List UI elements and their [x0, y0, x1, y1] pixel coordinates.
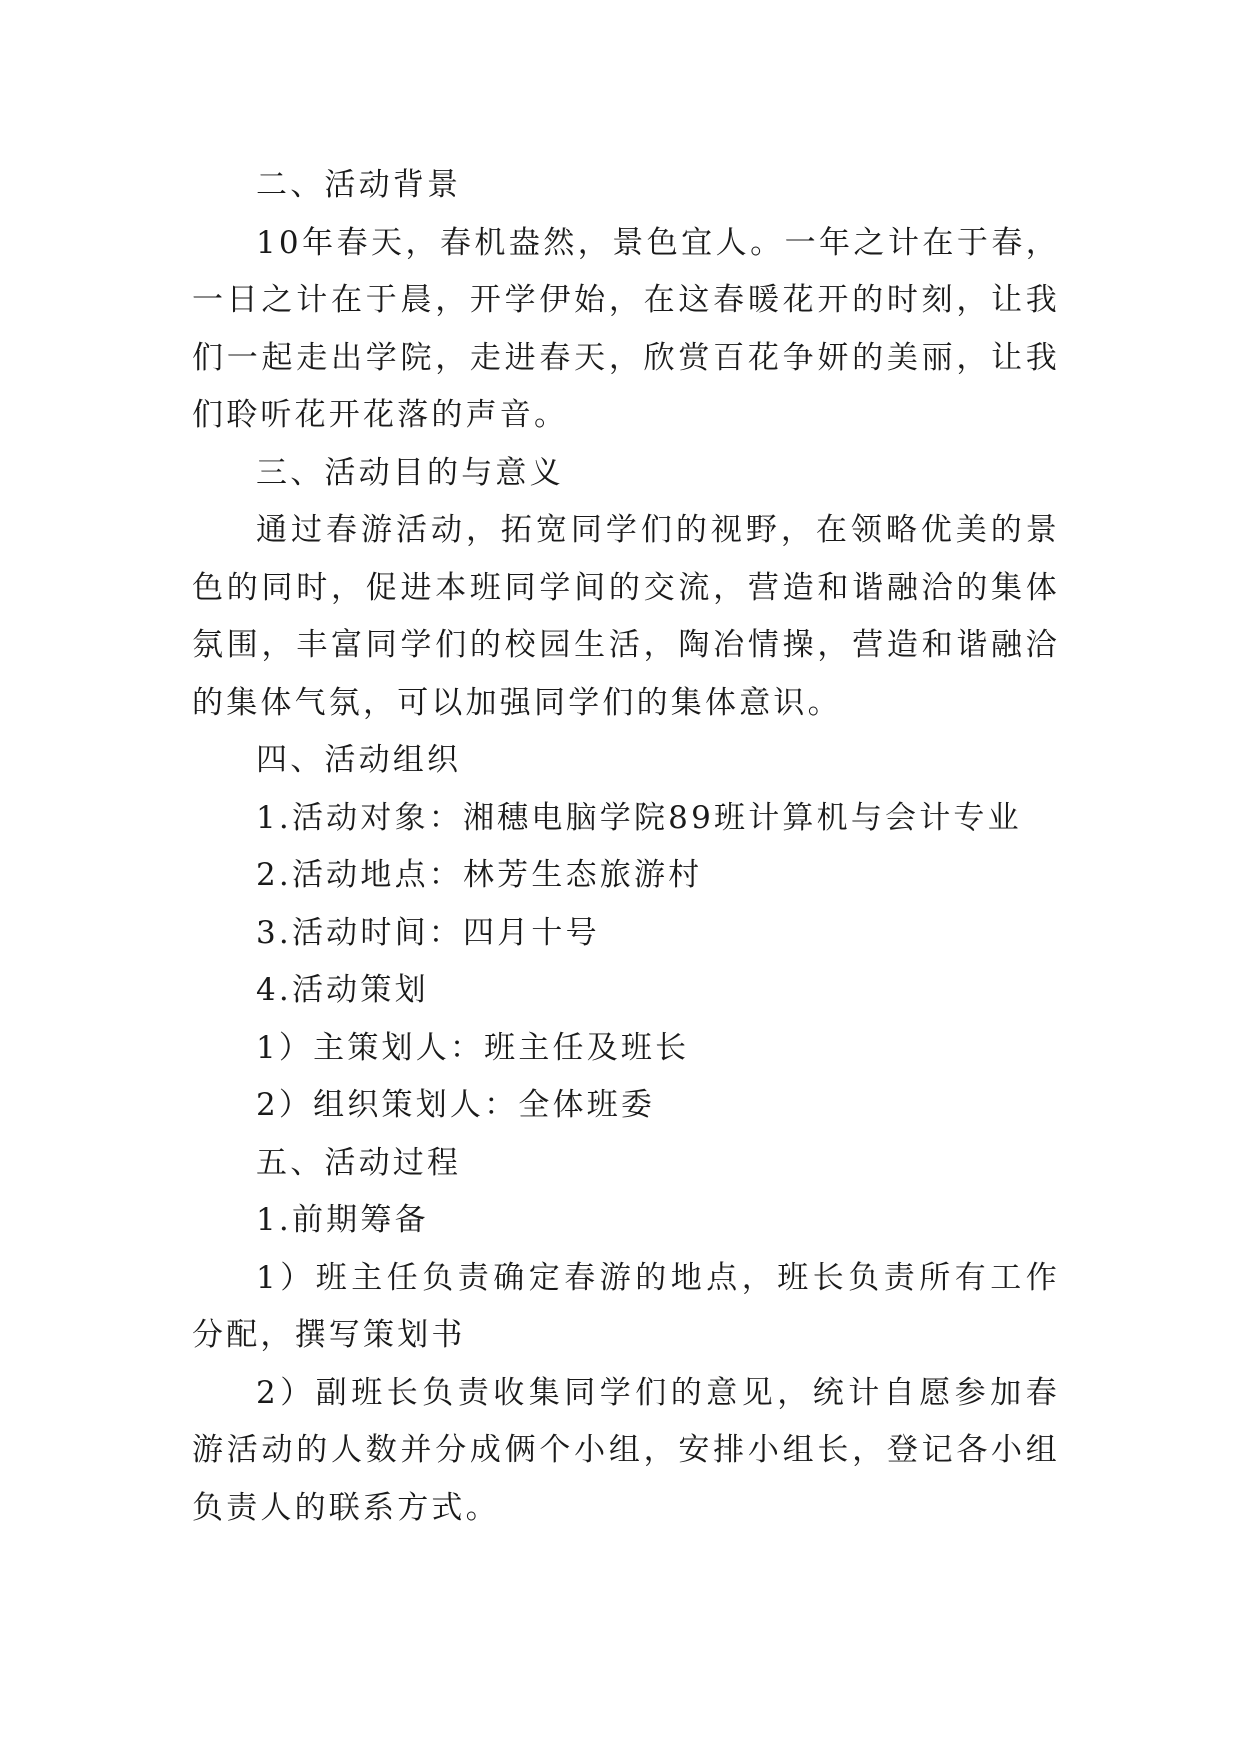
subitem-head-teacher-duty: 1）班主任负责确定春游的地点，班长负责所有工作分配，撰写策划书	[192, 1259, 1060, 1353]
heading-organization: 四、活动组织	[256, 742, 462, 778]
paragraph-background-text: 10年春天，春机盎然，景色宜人。一年之计在于春，一日之计在于晨，开学伊始，在这春暖花开的时刻，让我们一起走出学院，走进春天，欣赏百花争妍的美丽，让我们聆听花开花落的声音。	[192, 224, 1060, 433]
subitem-main-planner: 1）主策划人：班主任及班长	[256, 1029, 690, 1066]
heading-activity-background: 二、活动背景	[256, 167, 462, 203]
document-page	[192, 157, 1060, 1537]
item-planning: 4.活动策划	[256, 972, 429, 1008]
item-time: 3.活动时间：四月十号	[256, 914, 600, 951]
heading-purpose: 三、活动目的与意义	[256, 454, 564, 491]
item-location: 2.活动地点：林芳生态旅游村	[256, 857, 703, 893]
subitem-organizing-planner: 2）组织策划人：全体班委	[256, 1087, 656, 1123]
paragraph-purpose-text: 通过春游活动，拓宽同学们的视野，在领略优美的景色的同时，促进本班同学间的交流，营造和谐融洽的集体氛围，丰富同学们的校园生活，陶冶情操，营造和谐融洽的集体气氛，可以加强同学们的集体意识。	[192, 512, 1060, 721]
item-preparation: 1.前期筹备	[256, 1202, 429, 1238]
item-target: 1.活动对象：湘穗电脑学院89班计算机与会计专业	[256, 799, 1022, 836]
subitem-vice-monitor-duty: 2）副班长负责收集同学们的意见，统计自愿参加春游活动的人数并分成俩个小组，安排小组长，登记各小组负责人的联系方式。	[192, 1374, 1060, 1526]
heading-process: 五、活动过程	[256, 1144, 462, 1181]
